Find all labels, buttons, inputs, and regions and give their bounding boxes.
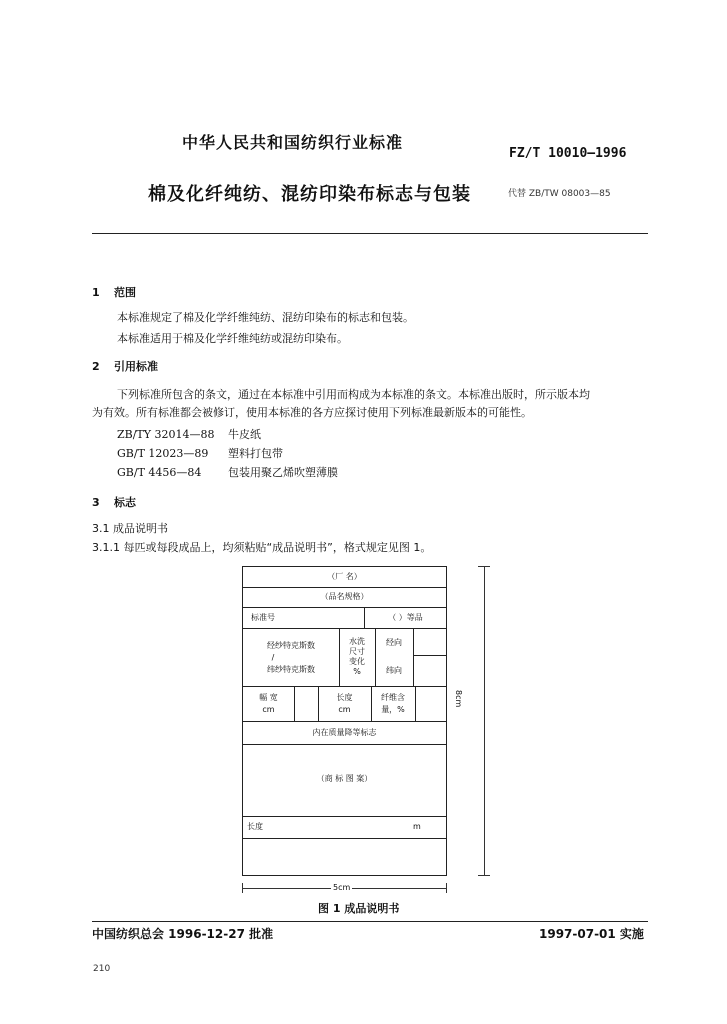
form-shrink-3: 变化 (349, 657, 365, 666)
approval-date: 中国纺织总会 1996-12-27 批准 (92, 927, 274, 941)
reference-code: GB/T 4456—84 (117, 466, 202, 479)
form-length-field: 长度 (247, 822, 263, 831)
form-line (243, 721, 446, 722)
form-length-label: 长度 (336, 693, 353, 702)
form-warp-direction: 经向 (386, 638, 402, 647)
height-dimension-label: 8cm (454, 690, 463, 708)
form-shrink-2: 尺寸 (349, 647, 365, 656)
form-line (243, 587, 446, 588)
document-title: 棉及化纤纯纺、混纺印染布标志与包装 (148, 184, 471, 205)
section-2-intro-line-2: 为有效。所有标准都会被修订，使用本标准的各方应探讨使用下列标准最新版本的可能性。 (92, 406, 532, 419)
form-line (318, 686, 319, 721)
section-title: 范围 (114, 286, 136, 299)
section-number: 2 (92, 360, 100, 373)
section-title: 引用标准 (114, 360, 158, 373)
form-line (243, 816, 446, 817)
form-line (243, 838, 446, 839)
section-1-line-1: 本标准规定了棉及化学纤维纯纺、混纺印染布的标志和包装。 (117, 311, 414, 324)
form-length-unit: cm (338, 705, 351, 714)
issuing-agency: 中华人民共和国纺织行业标准 (182, 133, 404, 152)
reference-code: GB/T 12023—89 (117, 447, 209, 460)
page-number: 210 (93, 964, 111, 974)
section-1-line-2: 本标准适用于棉及化学纤维纯纺或混纺印染布。 (117, 332, 348, 345)
form-shrink-1: 水洗 (349, 637, 365, 646)
reference-name: 包装用聚乙烯吹塑薄膜 (228, 466, 338, 479)
clause-3-1-1: 3.1.1 每匹或每段成品上，均须粘贴“成品说明书”，格式规定见图 1。 (92, 541, 432, 554)
form-standard-no: 标准号 (251, 613, 275, 622)
replaces-note: 代替 ZB/TW 08003—85 (508, 189, 611, 199)
section-1-heading (92, 284, 136, 300)
form-factory: （厂 名） (327, 572, 362, 581)
reference-code: ZB/TY 32014—88 (117, 428, 215, 441)
form-line (415, 686, 416, 721)
form-fiber-label: 纤维含 (381, 693, 405, 702)
subsection-3-1: 3.1 成品说明书 (92, 522, 168, 535)
form-line (413, 628, 414, 686)
section-number: 1 (92, 286, 100, 299)
form-line (243, 607, 446, 608)
reference-item (117, 445, 283, 461)
footer-rule (92, 921, 648, 922)
form-weft-direction: 纬向 (386, 666, 402, 675)
header-rule (92, 233, 648, 234)
form-slash: / (271, 653, 275, 662)
height-dimension-line (484, 566, 485, 876)
form-weft-count: 纬纱特克斯数 (267, 665, 315, 674)
form-line (243, 628, 446, 629)
form-width-unit: cm (262, 705, 275, 714)
section-2-intro-line-1: 下列标准所包含的条文，通过在本标准中引用而构成为本标准的条文。本标准出版时，所示版本均 (117, 388, 590, 401)
form-shrink-4: % (353, 667, 361, 676)
form-product-spec: （品名规格） (320, 592, 369, 601)
section-3-heading (92, 494, 136, 510)
form-line (243, 744, 446, 745)
form-trademark: （商 标 图 案） (316, 774, 373, 783)
form-line (375, 628, 376, 686)
reference-name: 塑料打包带 (228, 447, 283, 460)
form-warp-count: 经纱特克斯数 (267, 641, 315, 650)
dimension-tick (478, 566, 490, 567)
dimension-tick (446, 883, 447, 893)
form-fiber-unit: 量，% (381, 705, 405, 714)
section-2-heading (92, 358, 158, 374)
form-width-label: 幅 宽 (259, 693, 278, 702)
reference-name: 牛皮纸 (228, 428, 261, 441)
form-grade: （ ）等品 (388, 613, 423, 622)
form-line (294, 686, 295, 721)
dimension-tick (242, 883, 243, 893)
form-length-field-unit: m (413, 822, 421, 831)
form-line (371, 686, 372, 721)
product-label-form (242, 566, 447, 876)
reference-item (117, 426, 261, 442)
width-dimension-label: 5cm (333, 883, 351, 892)
effective-date: 1997-07-01 实施 (539, 927, 644, 941)
form-quality-mark: 内在质量降等标志 (312, 728, 377, 737)
reference-item (117, 464, 338, 480)
figure-caption: 图 1 成品说明书 (318, 902, 400, 915)
section-title: 标志 (114, 496, 136, 509)
form-line (413, 655, 446, 656)
dimension-tick (478, 875, 490, 876)
standard-number: FZ/T 10010—1996 (509, 146, 627, 161)
section-number: 3 (92, 496, 100, 509)
